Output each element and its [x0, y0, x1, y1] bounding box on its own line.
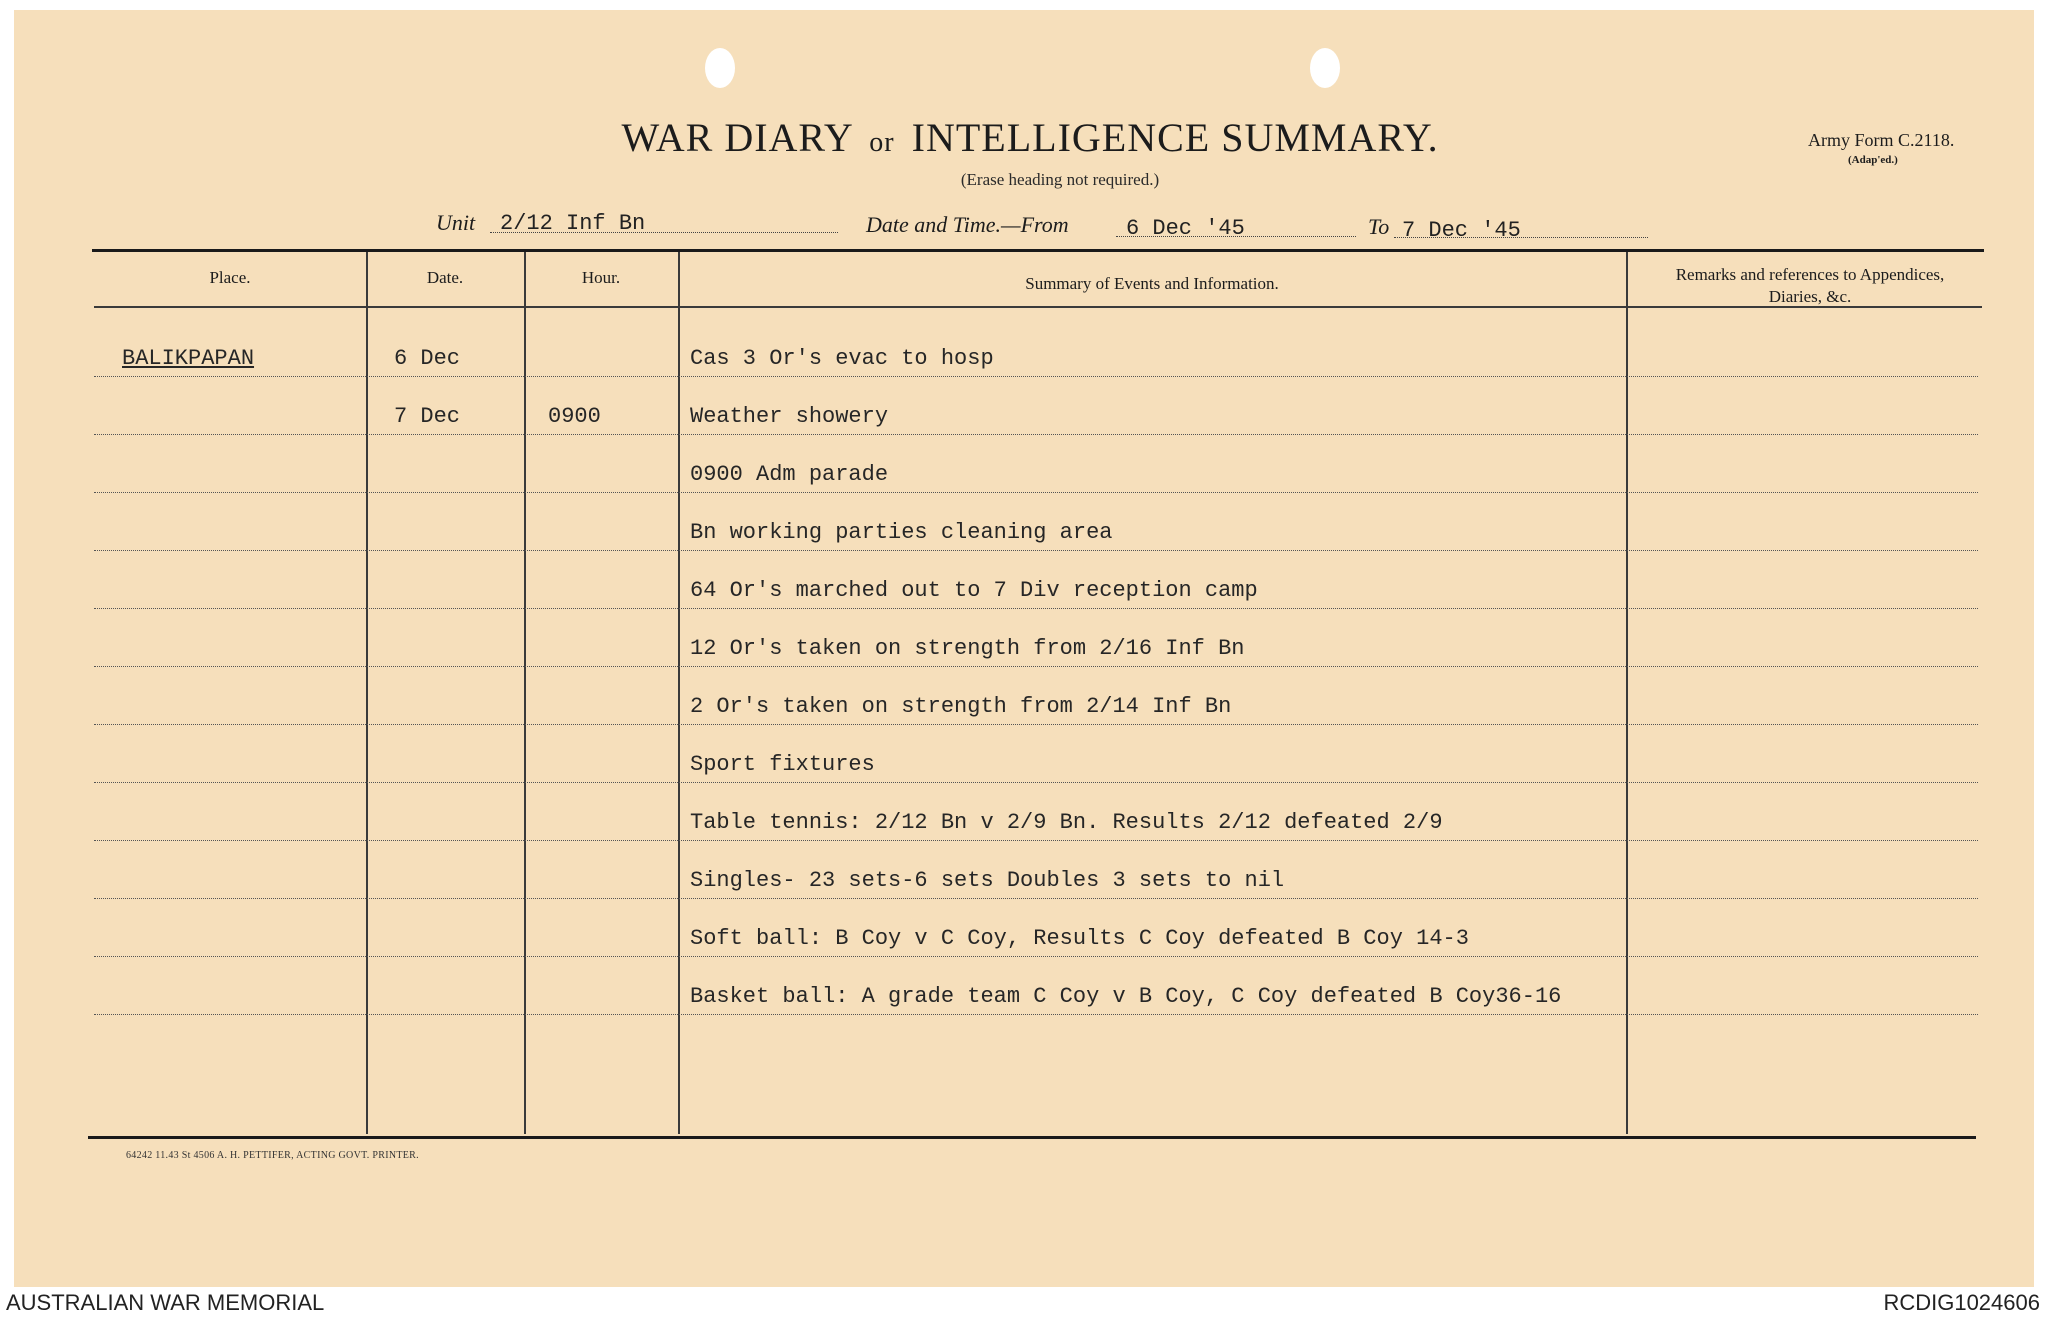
summary-cell: Singles- 23 sets-6 sets Doubles 3 sets to nil	[690, 868, 1285, 893]
col-summary-header: Summary of Events and Information.	[1025, 274, 1279, 293]
summary-cell: Sport fixtures	[690, 752, 875, 777]
row-rule	[94, 724, 1978, 725]
summary-cell: Cas 3 Or's evac to hosp	[690, 346, 994, 371]
date-from-dotline	[1116, 236, 1356, 237]
row-rule	[94, 1014, 1978, 1015]
form-title	[580, 114, 1480, 161]
row-rule	[94, 376, 1978, 377]
summary-cell: 12 Or's taken on strength from 2/16 Inf Bn	[690, 636, 1245, 661]
date-to-value: 7 Dec '45	[1402, 218, 1521, 243]
to-label: To	[1368, 214, 1390, 239]
row-rule	[94, 840, 1978, 841]
column-divider	[524, 252, 526, 1134]
army-form-number: Army Form C.2118.	[1808, 130, 1955, 150]
army-form-adapted: (Adap'ed.)	[1848, 154, 1898, 166]
hour-cell: 0900	[548, 404, 601, 429]
date-to-dotline	[1394, 237, 1648, 238]
date-cell: 6 Dec	[394, 346, 461, 371]
printer-imprint: 64242 11.43 St 4506 A. H. PETTIFER, ACTING GOVT. PRINTER.	[126, 1150, 419, 1161]
column-divider	[366, 252, 368, 1134]
date-cell: 7 Dec	[394, 404, 461, 429]
unit-label: Unit	[436, 210, 476, 235]
title-right: INTELLIGENCE SUMMARY.	[911, 115, 1439, 160]
summary-cell: Soft ball: B Coy v C Coy, Results C Coy defeated B Coy 14-3	[690, 926, 1469, 951]
summary-cell: 0900 Adm parade	[690, 462, 889, 487]
form-subtitle: (Erase heading not required.)	[960, 170, 1160, 189]
row-rule	[94, 608, 1978, 609]
summary-cell: Table tennis: 2/12 Bn v 2/9 Bn. Results 2/12 defeated 2/9	[690, 810, 1443, 835]
punch-hole	[705, 48, 735, 88]
punch-hole	[1310, 48, 1340, 88]
row-rule	[94, 434, 1978, 435]
col-remarks-header: Remarks and references to Appendices, Diaries, &c.	[1675, 265, 1945, 306]
title-left: WAR DIARY	[621, 115, 853, 160]
title-or: or	[869, 127, 895, 158]
column-divider	[1626, 252, 1628, 1134]
date-label: Date and Time.—From	[866, 212, 1069, 237]
table-bottom-rule	[88, 1136, 1976, 1139]
row-rule	[94, 782, 1978, 783]
summary-cell: Basket ball: A grade team C Coy v B Coy, C Coy defeated B Coy36-16	[690, 984, 1562, 1009]
col-date-header: Date.	[426, 268, 464, 287]
row-rule	[94, 898, 1978, 899]
column-divider	[678, 252, 680, 1134]
row-rule	[94, 956, 1978, 957]
unit-dotline	[490, 232, 838, 233]
unit-value: 2/12 Inf Bn	[500, 211, 646, 236]
summary-cell: Bn working parties cleaning area	[690, 520, 1113, 545]
footer-institution: AUSTRALIAN WAR MEMORIAL	[6, 1290, 325, 1315]
table-top-rule	[92, 249, 1984, 252]
place-cell: BALIKPAPAN	[122, 346, 255, 371]
col-hour-header: Hour.	[581, 268, 621, 287]
row-rule	[94, 492, 1978, 493]
summary-cell: Weather showery	[690, 404, 889, 429]
footer-record-id: RCDIG1024606	[1883, 1290, 2040, 1315]
summary-cell: 2 Or's taken on strength from 2/14 Inf Bn	[690, 694, 1232, 719]
date-from-value: 6 Dec '45	[1126, 216, 1245, 241]
row-rule	[94, 550, 1978, 551]
col-place-header: Place.	[209, 268, 251, 287]
summary-cell: 64 Or's marched out to 7 Div reception camp	[690, 578, 1258, 603]
row-rule	[94, 666, 1978, 667]
